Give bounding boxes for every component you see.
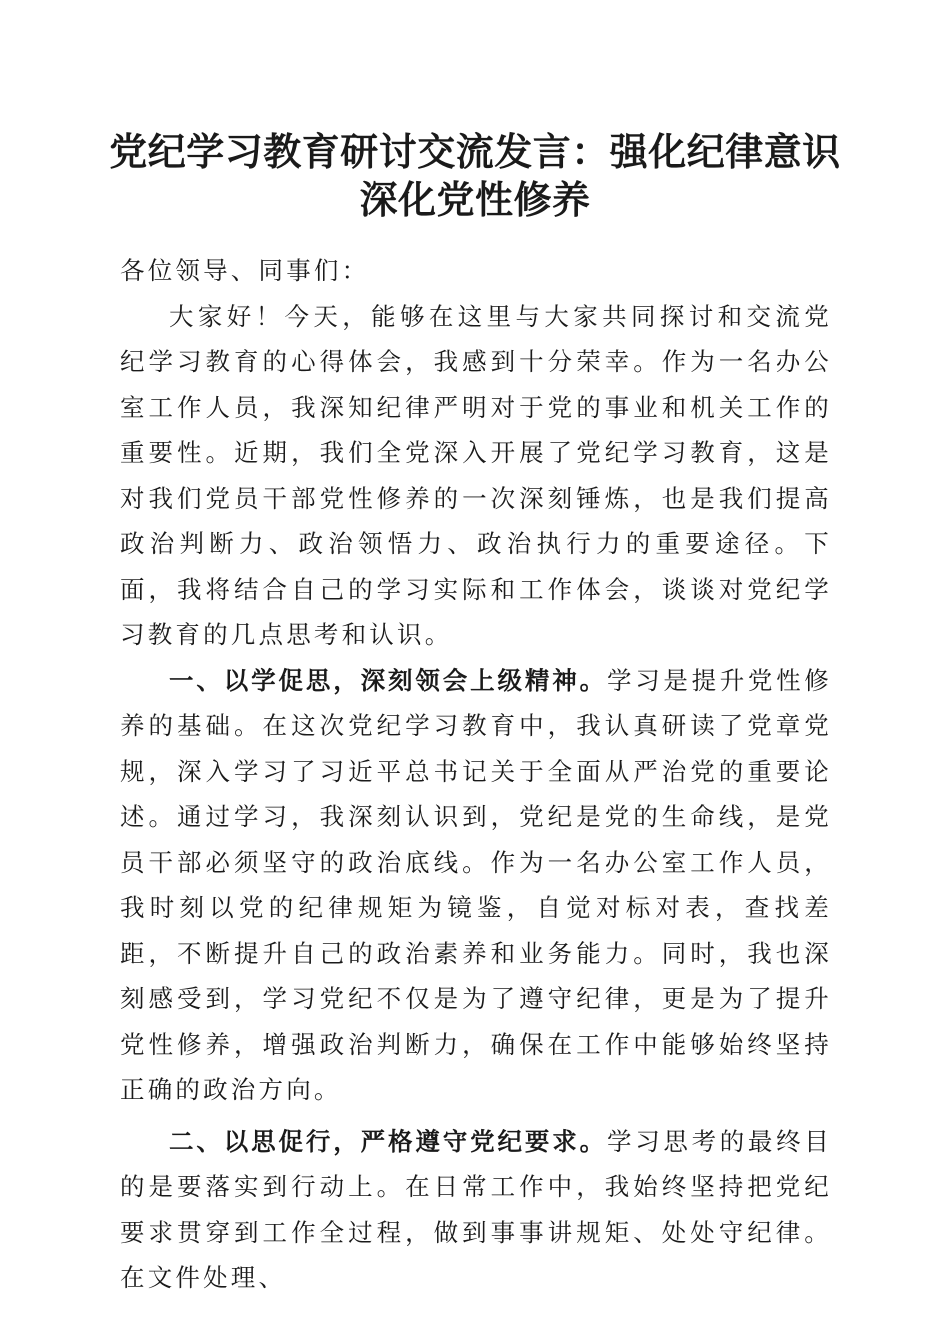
section-2-paragraph <box>120 1119 832 1301</box>
document-body <box>120 248 832 1301</box>
section-1-heading: 一、以学促思，深刻领会上级精神。 <box>169 665 608 695</box>
section-2-text: 学习思考的最终目的是要落实到行动上。在日常工作中，我始终坚持把党纪要求贯穿到工作全过程，做到事事讲规矩、处处守纪律。在文件处理、 <box>120 1126 832 1292</box>
section-2-heading: 二、以思促行，严格遵守党纪要求。 <box>169 1126 608 1156</box>
section-1-text: 学习是提升党性修养的基础。在这次党纪学习教育中，我认真研读了党章党规，深入学习了习近平总书记关于全面从严治党的重要论述。通过学习，我深刻认识到，党纪是党的生命线，是党员干部必须坚守的政治底线。作为一名办公室工作人员，我时刻以党的纪律规矩为镜鉴，自觉对标对表，查找差距，不断提升自己的政治素养和业务能力。同时，我也深刻感受到，学习党纪不仅是为了遵守纪律，更是为了提升党性修养，增强政治判断力，确保在工作中能够始终坚持正确的政治方向。 <box>120 665 832 1104</box>
salutation: 各位领导、同事们： <box>120 256 370 285</box>
document-title: 党纪学习教育研讨交流发言：强化纪律意识深化党性修养 <box>109 129 841 222</box>
section-1-paragraph <box>120 658 832 1113</box>
intro-paragraph: 大家好！今天，能够在这里与大家共同探讨和交流党纪学习教育的心得体会，我感到十分荣幸。作为一名办公室工作人员，我深知纪律严明对于党的事业和机关工作的重要性。近期，我们全党深入开展了党纪学习教育，这是对我们党员干部党性修养的一次深刻锤炼，也是我们提高政治判断力、政治领悟力、政治执行力的重要途径。下面，我将结合自己的学习实际和工作体会，谈谈对党纪学习教育的几点思考和认识。 <box>120 301 832 649</box>
